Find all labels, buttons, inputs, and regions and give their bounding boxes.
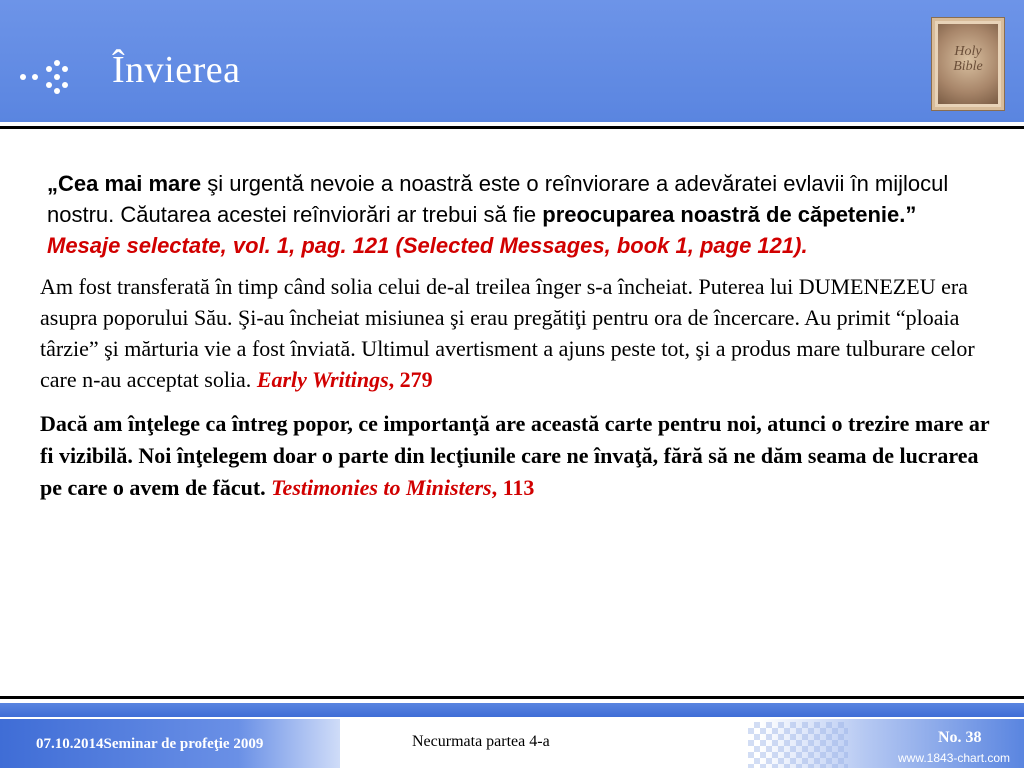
quote-emphasis-end: preocuparea noastră de căpetenie.”: [542, 202, 917, 227]
footer-center-text: Necurmata partea 4-a: [412, 733, 550, 750]
quote-reference: Mesaje selectate, vol. 1, pag. 121 (Selected Messages, book 1, page 121).: [47, 233, 808, 258]
quote-emphasis-start: „Cea mai mare: [47, 171, 202, 196]
quote-paragraph: [40, 168, 995, 261]
footer-divider: [0, 696, 1024, 699]
checker-pattern: [748, 722, 848, 768]
footer-url: www.1843-chart.com: [898, 751, 1011, 765]
slide-content: [40, 168, 995, 504]
early-writings-paragraph: [40, 271, 995, 395]
slide-number: No. 38: [938, 729, 982, 746]
testimonies-paragraph: [40, 408, 995, 504]
early-writings-ref-page: , 279: [388, 367, 433, 392]
slide-title: Învierea: [112, 49, 241, 91]
bible-image-text: Holy Bible: [953, 44, 983, 74]
early-writings-text: Am fost transferată în timp când solia celui de-al treilea înger s-a încheiat. Puterea lui DUMENEZEU era asupra poporului Său. Şi-au încheiat misiunea şi erau pregătiţi pentru ora de încercare. Au primit “ploaia târzie” şi mărturia vie a fost înviată. Ultimul avertisment a ajuns peste tot, şi a produs mare tulburare celor care n-au acceptat solia.: [40, 274, 975, 392]
footer-date: 07.10.2014Seminar de profeţie 2009: [36, 736, 264, 752]
bullet-dots-icon: [20, 60, 80, 100]
header-divider: [0, 126, 1024, 129]
holy-bible-image: [931, 17, 1005, 111]
testimonies-text: Dacă am înţelege ca întreg popor, ce importanţă are această carte pentru noi, atunci o trezire mare ar fi vizibilă. Noi înţelegem doar o parte din lecţiunile care ne învaţă, fără să ne dăm seama de lucrarea pe care o avem de făcut.: [40, 411, 990, 500]
footer-band: [0, 703, 1024, 717]
quote-text: şi urgentă nevoie a noastră este o reînviorare a adevăratei evlavii în mijlocul nostru. Căutarea acestei reînviorări ar trebui să fie: [47, 171, 949, 227]
testimonies-ref-page: , 113: [491, 475, 535, 500]
slide-header: [0, 0, 1024, 122]
early-writings-ref-title: Early Writings: [256, 367, 389, 392]
testimonies-ref-title: Testimonies to Ministers: [271, 475, 492, 500]
